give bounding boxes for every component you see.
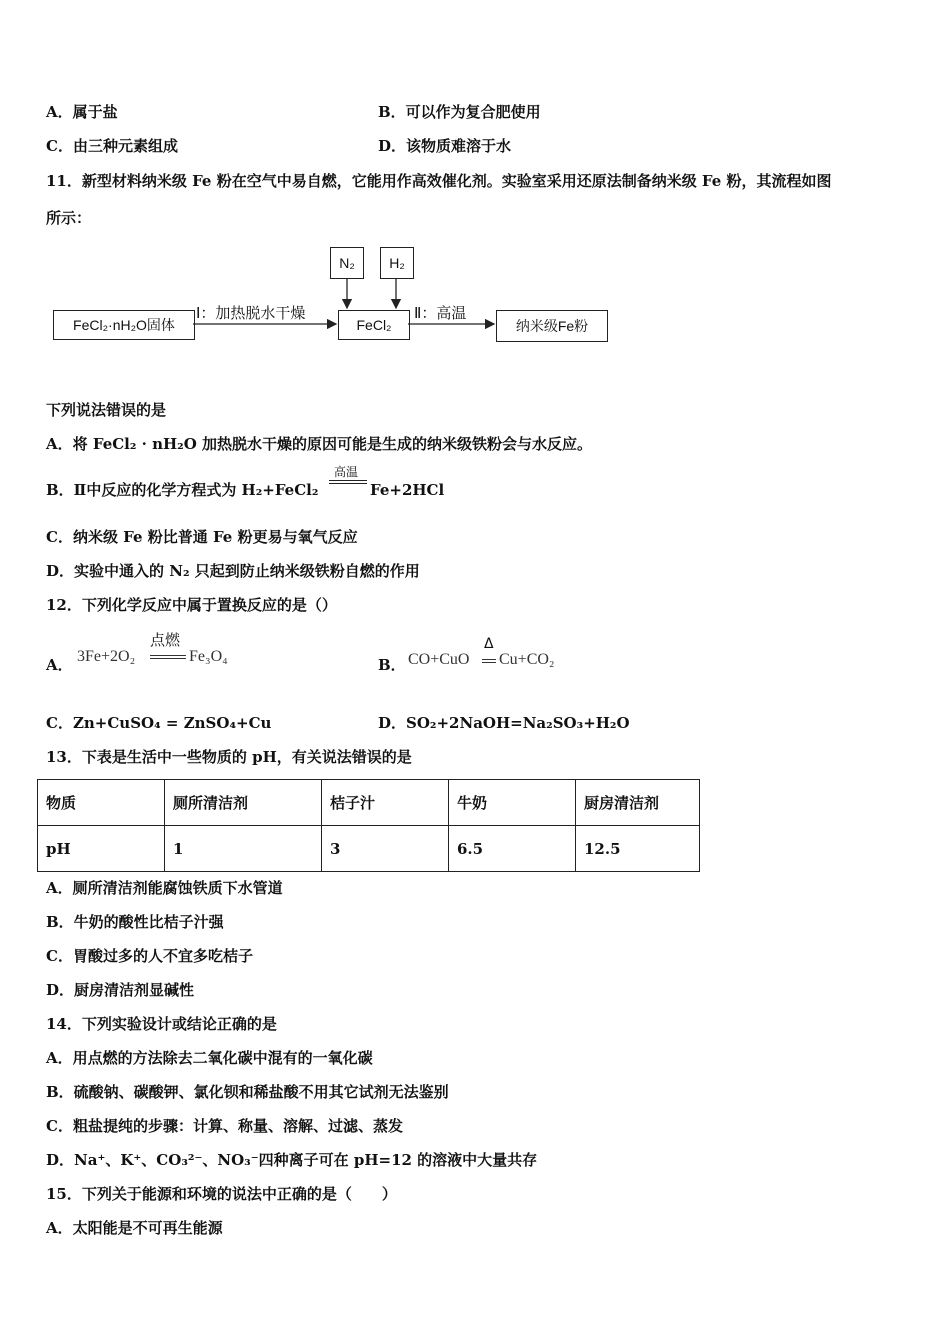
q12-option-b-eq-bar2 xyxy=(482,662,496,663)
q15-option-a: A．太阳能是不可再生能源 xyxy=(46,1219,223,1237)
q11-option-b-left: B．Ⅱ中反应的化学方程式为 H₂+FeCl₂ xyxy=(46,481,319,499)
table-header-cell: 牛奶 xyxy=(449,780,576,826)
q14-option-c: C．粗盐提纯的步骤：计算、称量、溶解、过滤、蒸发 xyxy=(46,1117,403,1135)
q11-option-b-eq-bar xyxy=(329,480,367,481)
q13-option-c: C．胃酸过多的人不宜多吃桔子 xyxy=(46,947,253,965)
table-cell: 6.5 xyxy=(449,826,576,872)
q11-option-b-right: Fe+2HCl xyxy=(370,481,445,499)
q11-option-b-eq-bar2 xyxy=(329,483,367,484)
table-cell: 1 xyxy=(165,826,322,872)
q12-option-c: C．Zn+CuSO₄ = ZnSO₄+Cu xyxy=(46,714,272,732)
q10-option-b: B．可以作为复合肥使用 xyxy=(378,103,541,121)
start-label: FeCl₂·nH₂O固体 xyxy=(73,317,175,333)
q11-option-b-condition: 高温 xyxy=(334,465,359,479)
q10-option-d: D．该物质难溶于水 xyxy=(378,137,512,155)
n2-label: N₂ xyxy=(339,255,355,271)
q14-option-b: B．硫酸钠、碳酸钾、氯化钡和稀盐酸不用其它试剂无法鉴别 xyxy=(46,1083,449,1101)
q11-prompt: 下列说法错误的是 xyxy=(46,401,167,419)
q13-option-b: B．牛奶的酸性比桔子汁强 xyxy=(46,913,224,931)
table-header-row xyxy=(38,780,700,826)
q14-option-a: A．用点燃的方法除去二氧化碳中混有的一氧化碳 xyxy=(46,1049,373,1067)
q12-option-a-product: Fe₃O₄ xyxy=(189,648,228,665)
table-header-cell: 厨房清洁剂 xyxy=(576,780,700,826)
q13-option-d: D．厨房清洁剂显碱性 xyxy=(46,981,195,999)
q12-option-d: D．SO₂+2NaOH=Na₂SO₃+H₂O xyxy=(378,714,630,732)
q12-option-a-label: A． xyxy=(46,656,73,674)
q13-option-a: A．厕所清洁剂能腐蚀铁质下水管道 xyxy=(46,879,283,897)
q12-option-b-product: Cu+CO₂ xyxy=(499,651,555,668)
q12-option-a-condition: 点燃 xyxy=(150,631,181,649)
q10-option-a: A．属于盐 xyxy=(46,103,118,121)
ph-table xyxy=(37,779,700,872)
q10-option-c: C．由三种元素组成 xyxy=(46,137,178,155)
q11-option-a: A．将 FeCl₂ · nH₂O 加热脱水干燥的原因可能是生成的纳米级铁粉会与水反应。 xyxy=(46,435,593,453)
fecl2-label: FeCl₂ xyxy=(356,317,392,333)
q11-option-c: C．纳米级 Fe 粉比普通 Fe 粉更易与氧气反应 xyxy=(46,528,358,546)
step1-label: Ⅰ：加热脱水干燥 xyxy=(196,305,306,322)
table-cell: pH xyxy=(38,826,165,872)
q11-stem-line2: 所示： xyxy=(46,209,92,227)
q12-option-b-condition: Δ xyxy=(484,636,494,652)
table-row xyxy=(38,826,700,872)
q12-option-a-eq-bar xyxy=(150,655,186,656)
table-header-cell: 厕所清洁剂 xyxy=(165,780,322,826)
q12-option-b-reactants: CO+CuO xyxy=(408,651,470,668)
q11-option-d: D．实验中通入的 N₂ 只起到防止纳米级铁粉自燃的作用 xyxy=(46,562,420,580)
flow-arrows xyxy=(0,0,950,360)
q14-stem: 14．下列实验设计或结论正确的是 xyxy=(46,1015,277,1033)
h2-label: H₂ xyxy=(389,255,405,271)
q11-stem-line1: 11．新型材料纳米级 Fe 粉在空气中易自燃，它能用作高效催化剂。实验室采用还原法制备纳米级 Fe 粉，其流程如图 xyxy=(46,172,832,190)
table-cell: 3 xyxy=(322,826,449,872)
table-header-cell: 桔子汁 xyxy=(322,780,449,826)
q14-option-d: D．Na⁺、K⁺、CO₃²⁻、NO₃⁻四种离子可在 pH=12 的溶液中大量共存 xyxy=(46,1151,538,1169)
q12-option-a-eq-bar2 xyxy=(150,658,186,659)
table-cell: 12.5 xyxy=(576,826,700,872)
q12-option-b-label: B． xyxy=(378,656,406,674)
q12-stem: 12．下列化学反应中属于置换反应的是（） xyxy=(46,596,337,614)
q12-option-a-reactants: 3Fe+2O₂ xyxy=(77,648,136,665)
step2-label: Ⅱ：高温 xyxy=(414,305,467,322)
q15-stem: 15．下列关于能源和环境的说法中正确的是（ ） xyxy=(46,1185,397,1203)
q13-stem: 13．下表是生活中一些物质的 pH，有关说法错误的是 xyxy=(46,748,412,766)
q12-option-b-eq-bar xyxy=(482,659,496,660)
table-header-cell: 物质 xyxy=(38,780,165,826)
end-label: 纳米级Fe粉 xyxy=(515,318,589,334)
